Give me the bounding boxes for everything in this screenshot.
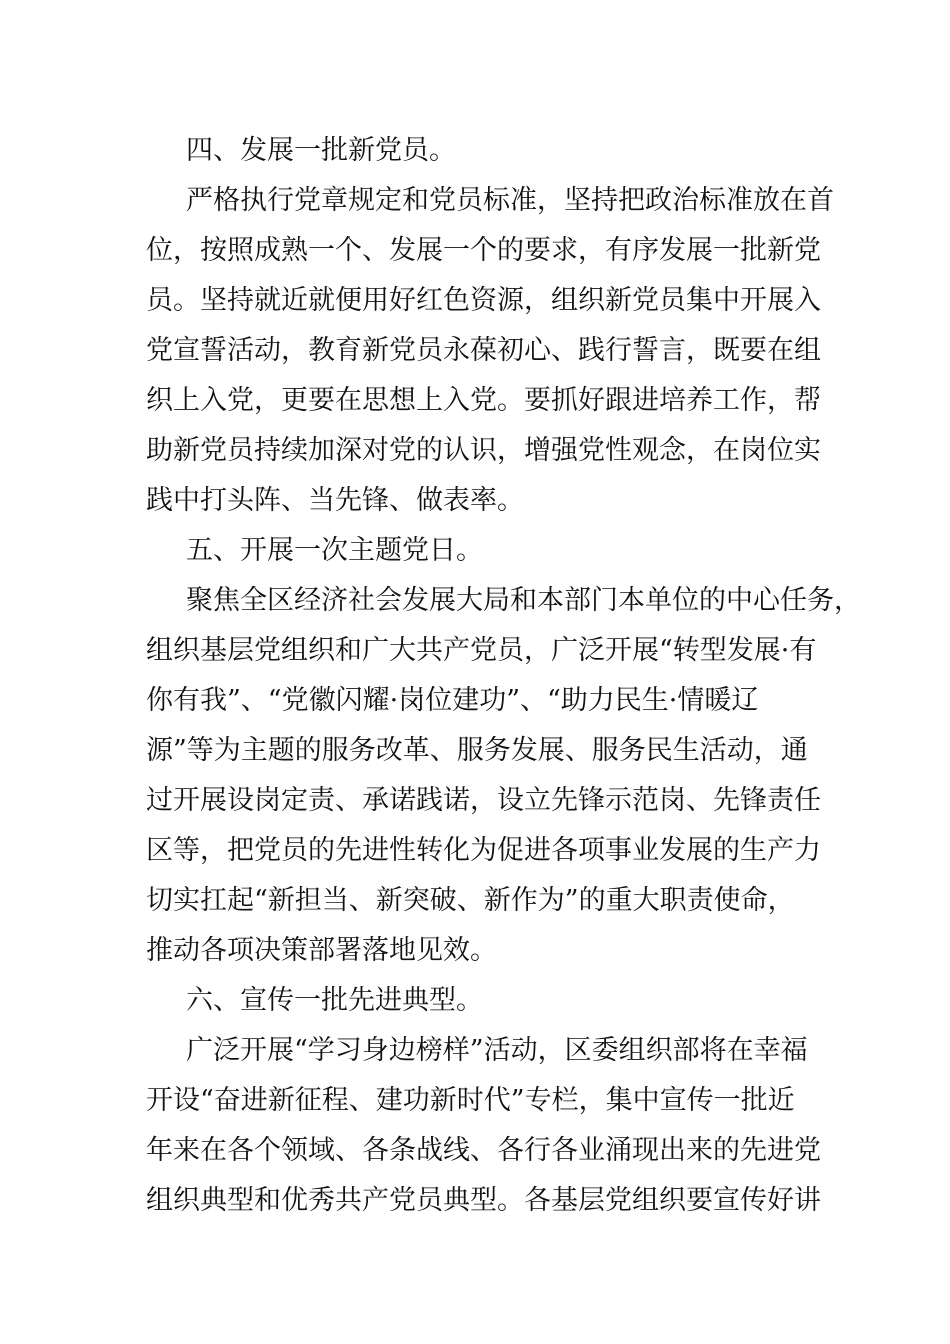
- paragraph-line: 区等，把党员的先进性转化为促进各项事业发展的生产力: [146, 835, 821, 866]
- paragraph-line: 员。坚持就近就便用好红色资源，组织新党员集中开展入: [146, 285, 821, 316]
- paragraph-line: 组织典型和优秀共产党员典型。各基层党组织要宣传好讲: [146, 1185, 821, 1216]
- paragraph-line: 助新党员持续加深对党的认识，增强党性观念，在岗位实: [146, 435, 821, 466]
- paragraph-line: 切实扛起“新担当、新突破、新作为”的重大职责使命，: [146, 885, 795, 916]
- paragraph-line: 广泛开展“学习身边榜样”活动，区委组织部将在幸福: [186, 1035, 808, 1066]
- paragraph-line: 源”等为主题的服务改革、服务发展、服务民生活动，通: [146, 735, 808, 766]
- paragraph-line: 党宣誓活动，教育新党员永葆初心、践行誓言，既要在组: [146, 335, 821, 366]
- section-heading-6: 六、宣传一批先进典型。: [186, 985, 483, 1016]
- paragraph-line: 推动各项决策部署落地见效。: [146, 935, 497, 966]
- paragraph-line: 你有我”、“党徽闪耀·岗位建功”、“助力民生·情暖辽: [146, 685, 759, 716]
- paragraph-line: 聚焦全区经济社会发展大局和本部门本单位的中心任务，: [186, 585, 861, 616]
- paragraph-line: 年来在各个领域、各条战线、各行各业涌现出来的先进党: [146, 1135, 821, 1166]
- paragraph-line: 开设“奋进新征程、建功新时代”专栏，集中宣传一批近: [146, 1085, 795, 1116]
- paragraph-line: 践中打头阵、当先锋、做表率。: [146, 485, 524, 516]
- paragraph-line: 织上入党，更要在思想上入党。要抓好跟进培养工作，帮: [146, 385, 821, 416]
- section-heading-4: 四、发展一批新党员。: [186, 135, 456, 166]
- section-heading-5: 五、开展一次主题党日。: [186, 535, 483, 566]
- paragraph-line: 组织基层党组织和广大共产党员，广泛开展“转型发展·有: [146, 635, 817, 666]
- paragraph-line: 过开展设岗定责、承诺践诺，设立先锋示范岗、先锋责任: [146, 785, 821, 816]
- paragraph-line: 严格执行党章规定和党员标准，坚持把政治标准放在首: [186, 185, 834, 216]
- paragraph-line: 位，按照成熟一个、发展一个的要求，有序发展一批新党: [146, 235, 821, 266]
